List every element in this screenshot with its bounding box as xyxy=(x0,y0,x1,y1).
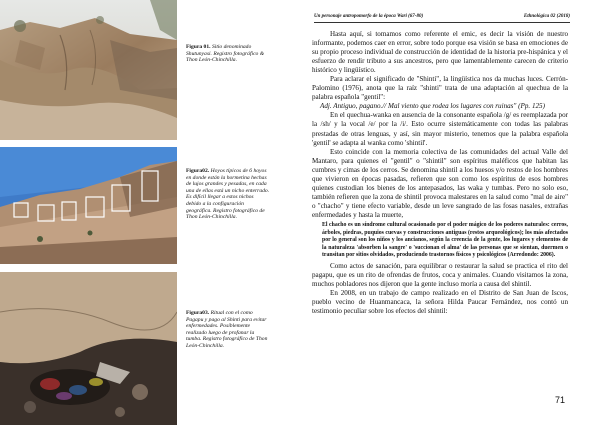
figure-01-caption xyxy=(186,44,270,64)
paragraph-5: Como actos de sanación, para equilibrar o restaurar la salud se practica el rito del pagapu, que es un rito de ofrendas de frutos, coca y animales. Cuando visitamos la zona, muchos pobladores nos dijeron que la gente incluso moría a causa del shintil. xyxy=(312,261,568,289)
paragraph-3: En el quechua-wanka en ausencia de la consonante española /g/ es reemplazada por la /sh/ y la vocal /e/ por la /i/. Esto ocurre sistemáticamente con todas las palabras prestadas de otras lenguas, y así, sin mayor misterio, tenemos que la palabra española 'gentil' se adapta al wanka como 'shintil'. xyxy=(312,111,568,147)
figure-03-label: Figura03. xyxy=(186,310,210,316)
paragraph-6: En 2008, en un trabajo de campo realizado en el Distrito de San Juan de Iscos, pueblo vecino de Huanmancaca, la señora Hilda Paucar Fernández, nos contó un testimonio peculiar sobre los efectos del shintil: xyxy=(312,289,568,316)
body-text xyxy=(312,30,568,316)
paragraph-4: Esto coincide con la memoria colectiva de las comunidades del actual Valle del Mantaro, para quienes el "gentil" o "shintil" son espíritus maléficos que habitan las cumbres y cimas de los cerros. Se denomina shintil a los huesos y/o restos de los hombres que vivieron en épocas pasadas, refieren que son como los espíritus de esos hombres quienes custodian los bienes de los antepasados, las waka y tumbas. Pero no solo eso, también refieren que la zona de shintil provoca malestares en la salud como "mal de aire" o "chacho" y tiene efecto variable, desde un leve sangrado de las fosas nasales, extrañas enfermedades y hasta la muerte, xyxy=(312,147,568,219)
figure-01-label: Figura 01. xyxy=(186,44,211,50)
paragraph-1: Hasta aquí, si tomamos como referente el emic, es decir la visión de nuestro informante, podemos caer en error, sobre todo porque esa visión se basa en emociones de su propio proceso individual de construcción de identidad de la historia pre-hispánica y el esfuerzo de rendir tributo a sus ancestros, pero que lamentablemente carecen de criterio histórico y lingüístico. xyxy=(312,30,568,75)
figure-01-photo xyxy=(0,0,177,140)
paragraph-2: Para aclarar el significado de "Shinti", la lingüística nos da muchas luces. Cerrón-Palomino (1976), anota que la raíz "shinti" trata de una adaptación al quechua de la palabra española "gentil": xyxy=(312,75,568,102)
figure-02-photo xyxy=(0,147,177,264)
figure-02-text: Hoyos típicos de 6 hoyos en donde están la hormetina hechas de lujos grandes y pesadas, en cada una de ellas está un nicho enterrado. Es difícil llegar a estos nichos debido a la configuración geográfica. Registro fotográfico de Thon León-Chinchilla. xyxy=(186,168,270,221)
figure-03-photo xyxy=(0,272,177,425)
figure-03-caption xyxy=(186,310,270,350)
figure-02-label: Figura02. xyxy=(186,168,210,174)
page-number: 71 xyxy=(555,395,566,405)
figure-03-text: Ritual con el como Pagapu y pago al Shinti para evitar enfermedades. Posiblemente realizado luego de profanar la tumba. Registro fotográfico de Thon León-Chinchilla. xyxy=(186,310,268,349)
figure-01-text: Sitio denominado Shutunyasi. Registro fotográfico & Thon León-Chinchilla. xyxy=(186,44,265,64)
figure-02-caption xyxy=(186,168,270,221)
header-left: Un personaje antropomorfo de la época Wari (67-80) xyxy=(314,14,424,19)
running-header xyxy=(314,14,570,23)
header-right: Ethnológica 02 (2018) xyxy=(523,14,570,19)
block-quote: El chacho es un síndrome cultural ocasionado por el poder mágico de los poderes naturales: cerros, árboles, piedras, puquios cuevas y construcciones antiguas (restos arqueológicos); los más afectados por lo general son los niños y los ancianos, según la creencia de la gente, los lugares y elementos de la naturaleza 'absorben la sangre' o 'succionan el alma' de las personas que se sientan, duermen o transitan por sitios olvidados, produciendo trastornos físicos y psicológicos (Arredondo: 2006). xyxy=(322,221,568,259)
dictionary-quote: Adj. Antiguo, pagano.// Mal viento que rodea los lugares con ruinas" (Pp. 125) xyxy=(320,102,545,111)
